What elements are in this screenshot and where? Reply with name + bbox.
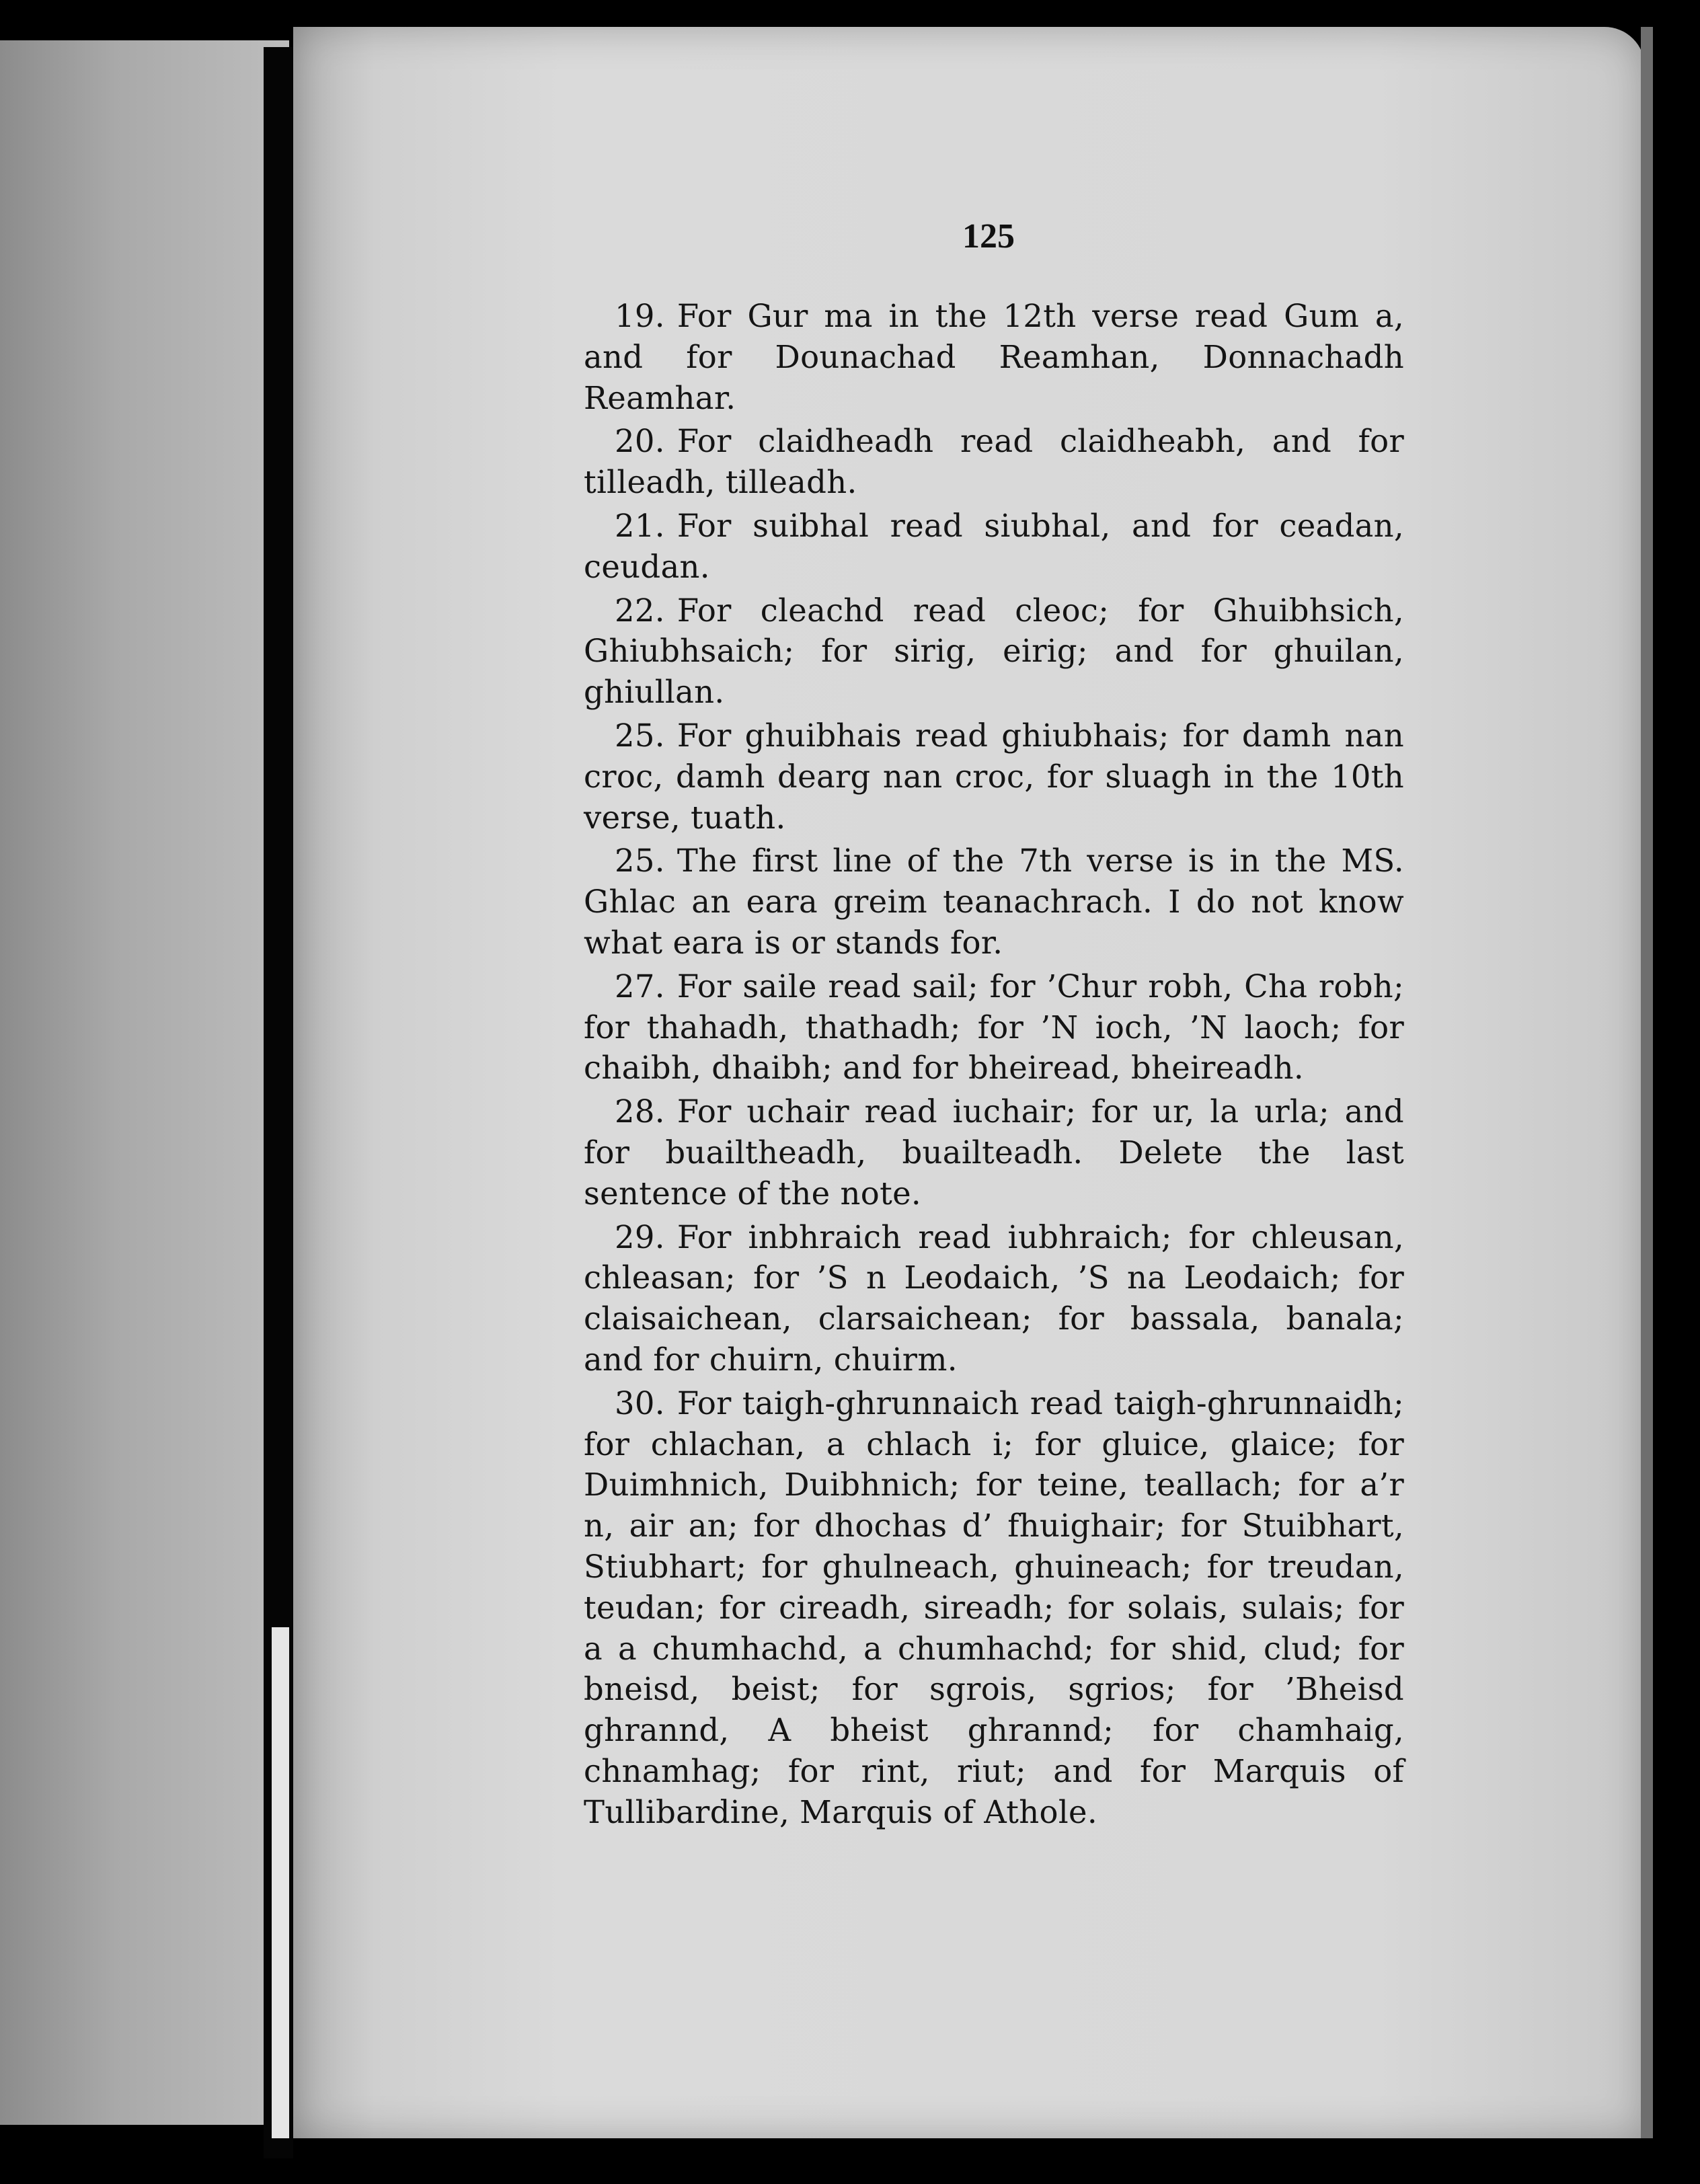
blank-left-page — [0, 40, 289, 2125]
note-text: For claidheadh read claidheabh, and for tilleadh, tilleadh. — [584, 423, 1404, 501]
note-item — [584, 421, 1404, 503]
note-item — [584, 1383, 1404, 1833]
note-item — [584, 715, 1404, 838]
note-item — [584, 506, 1404, 588]
note-number: 25. — [615, 717, 665, 754]
page-edge-shadow — [1641, 27, 1653, 2138]
note-item — [584, 966, 1404, 1089]
note-text: For saile read sail; for ’Chur robh, Cha robh; for thahadh, thathadh; for ’N ioch, ’N laoch; for chaibh, dhaibh; and for bheiread, bheireadh. — [584, 968, 1404, 1087]
note-number: 29. — [615, 1218, 665, 1255]
note-item — [584, 1091, 1404, 1214]
note-text: For Gur ma in the 12th verse read Gum a, and for Dounachad Reamhan, Donnachadh Reamhar. — [584, 298, 1404, 416]
note-text: For cleachd read cleoc; for Ghuibhsich, Ghiubhsaich; for sirig, eirig; and for ghuilan, ghiullan. — [584, 592, 1404, 711]
note-item — [584, 1217, 1404, 1380]
note-text: For uchair read iuchair; for ur, la urla; and for buailtheadh, buailteadh. Delete the last sentence of the note. — [584, 1093, 1404, 1212]
note-text: The first line of the 7th verse is in the MS. Ghlac an eara greim teanachrach. I do not know what eara is or stands for. — [584, 843, 1404, 961]
note-number: 22. — [615, 592, 665, 629]
spine-tear — [272, 1627, 289, 2138]
note-number: 27. — [615, 968, 665, 1005]
note-text: For ghuibhais read ghiubhais; for damh nan croc, damh dearg nan croc, for sluagh in the 10th verse, tuath. — [584, 717, 1404, 836]
note-item — [584, 590, 1404, 713]
corrections-text — [584, 296, 1404, 1835]
note-text: For suibhal read siubhal, and for ceadan, ceudan. — [584, 507, 1404, 585]
note-item — [584, 296, 1404, 418]
note-number: 30. — [615, 1384, 665, 1421]
note-item — [584, 841, 1404, 963]
note-number: 25. — [615, 843, 665, 880]
page-number: 125 — [962, 217, 1015, 256]
note-number: 19. — [615, 298, 665, 334]
note-number: 20. — [615, 423, 665, 460]
note-text: For taigh-ghrunnaich read taigh-ghrunnaidh; for chlachan, a chlach i; for gluice, glaice; for Duimhnich, Duibhnich; for teine, teallach; for a’r n, air an; for dhochas d’ fhuighair; for Stuibhart, Stiubhart; for ghulneach, ghuineach; for treudan, teudan; for cireadh, sireadh; for solais, sulais; for a a chumhachd, a chumhachd; for shid, clud; for bneisd, beist; for sgrois, sgrios; for ’Bheisd ghrannd, A bheist ghrannd; for chamhaig, chnamhag; for rint, riut; and for Marquis of Tullibardine, Marquis of Athole. — [584, 1384, 1404, 1830]
note-text: For inbhraich read iubhraich; for chleusan, chleasan; for ’S n Leodaich, ’S na Leodaich; for claisaichean, clarsaichean; for bassala, banala; and for chuirn, chuirm. — [584, 1218, 1404, 1378]
note-number: 28. — [615, 1093, 665, 1130]
note-number: 21. — [615, 507, 665, 544]
